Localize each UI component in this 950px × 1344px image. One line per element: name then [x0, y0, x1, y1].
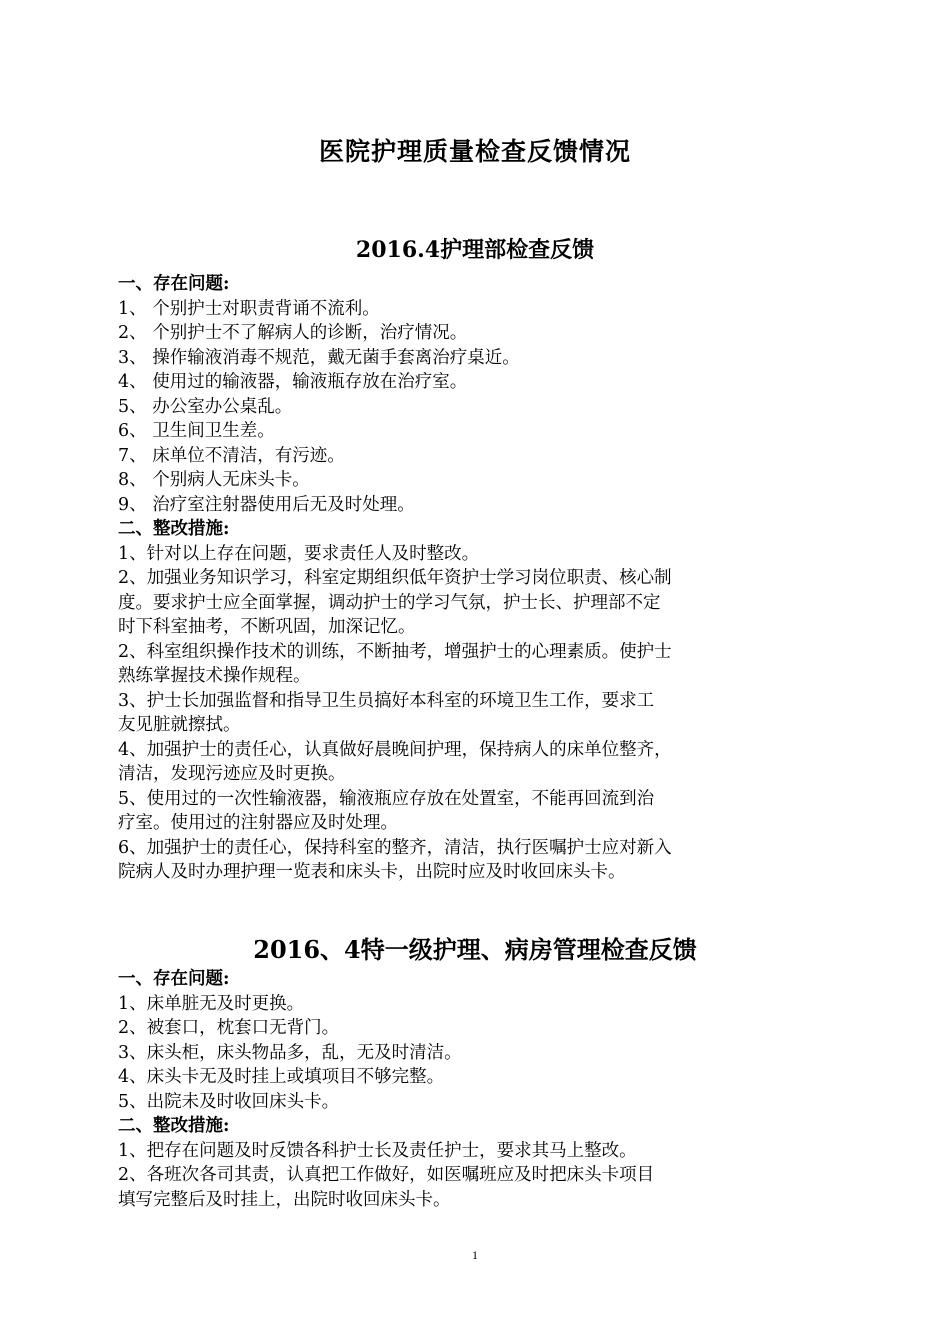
measure-line: 友见脏就擦拭。: [118, 715, 241, 735]
measures-heading: 二、整改措施:: [118, 1116, 230, 1136]
problem-item: 5、 办公室办公桌乱。: [118, 396, 293, 417]
measure-line: 院病人及时办理护理一览表和床头卡，出院时应及时收回床头卡。: [118, 862, 626, 882]
measure-line: 疗室。使用过的注射器应及时处理。: [118, 813, 398, 833]
section2-body: [118, 967, 818, 1212]
measure-line: 熟练掌握技术操作规程。: [118, 666, 311, 686]
measure-line: 清洁，发现污迹应及时更换。: [118, 764, 346, 784]
measure-line: 时下科室抽考，不断巩固，加深记忆。: [118, 617, 416, 637]
problem-item: 6、 卫生间卫生差。: [118, 421, 275, 441]
measure-line: 2、加强业务知识学习，科室定期组织低年资护士学习岗位职责、核心制: [118, 568, 672, 588]
problem-item: 3、床头柜，床头物品多，乱，无及时清洁。: [118, 1042, 462, 1063]
problems-heading: 一、存在问题:: [118, 969, 230, 989]
problem-item: 2、 个别护士不了解病人的诊断，治疗情况。: [118, 323, 468, 343]
problem-item: 3、 操作输液消毒不规范，戴无菌手套离治疗桌近。: [118, 347, 520, 368]
problem-item: 1、 个别护士对职责背诵不流利。: [118, 298, 380, 319]
measure-line: 5、使用过的一次性输液器，输液瓶应存放在处置室，不能再回流到治: [118, 788, 655, 809]
measure-line: 2、科室组织操作技术的训练，不断抽考，增强护士的心理素质。使护士: [118, 641, 672, 662]
measure-line: 1、针对以上存在问题，要求责任人及时整改。: [118, 543, 480, 564]
section1-title: 2016.4护理部检查反馈: [355, 237, 595, 263]
measure-line: 3、护士长加强监督和指导卫生员搞好本科室的环境卫生工作，要求工: [118, 690, 655, 711]
problem-item: 8、 个别病人无床头卡。: [118, 470, 310, 490]
measure-line: 4、加强护士的责任心，认真做好晨晚间护理，保持病人的床单位整齐，: [118, 739, 672, 760]
measure-line: 度。要求护士应全面掌握，调动护士的学习气氛，护士长、护理部不定: [118, 592, 661, 613]
measure-line: 2、各班次各司其责，认真把工作做好，如医嘱班应及时把床头卡项目: [118, 1165, 655, 1185]
problem-item: 2、被套口，枕套口无背门。: [118, 1018, 340, 1038]
measure-line: 6、加强护士的责任心，保持科室的整齐，清洁，执行医嘱护士应对新入: [118, 837, 672, 858]
problems-heading: 一、存在问题:: [118, 274, 230, 294]
problem-item: 4、床头卡无及时挂上或填项目不够完整。: [118, 1067, 445, 1087]
document-title: 医院护理质量检查反馈情况: [318, 137, 631, 166]
problem-item: 4、 使用过的输液器，输液瓶存放在治疗室。: [118, 372, 468, 392]
measure-line: 1、把存在问题及时反馈各科护士长及责任护士，要求其马上整改。: [118, 1140, 637, 1161]
section2-title: 2016、4特一级护理、病房管理检查反馈: [253, 935, 697, 964]
section1-body: [118, 272, 818, 885]
problem-item: 9、 治疗室注射器使用后无及时处理。: [118, 494, 415, 515]
measures-heading: 二、整改措施:: [118, 519, 230, 539]
problem-item: 7、 床单位不清洁，有污迹。: [118, 445, 345, 466]
measure-line: 填写完整后及时挂上，出院时收回床头卡。: [118, 1189, 451, 1210]
problem-item: 1、床单脏无及时更换。: [118, 993, 305, 1014]
page-number: 1: [472, 1248, 478, 1262]
problem-item: 5、出院未及时收回床头卡。: [118, 1091, 340, 1112]
